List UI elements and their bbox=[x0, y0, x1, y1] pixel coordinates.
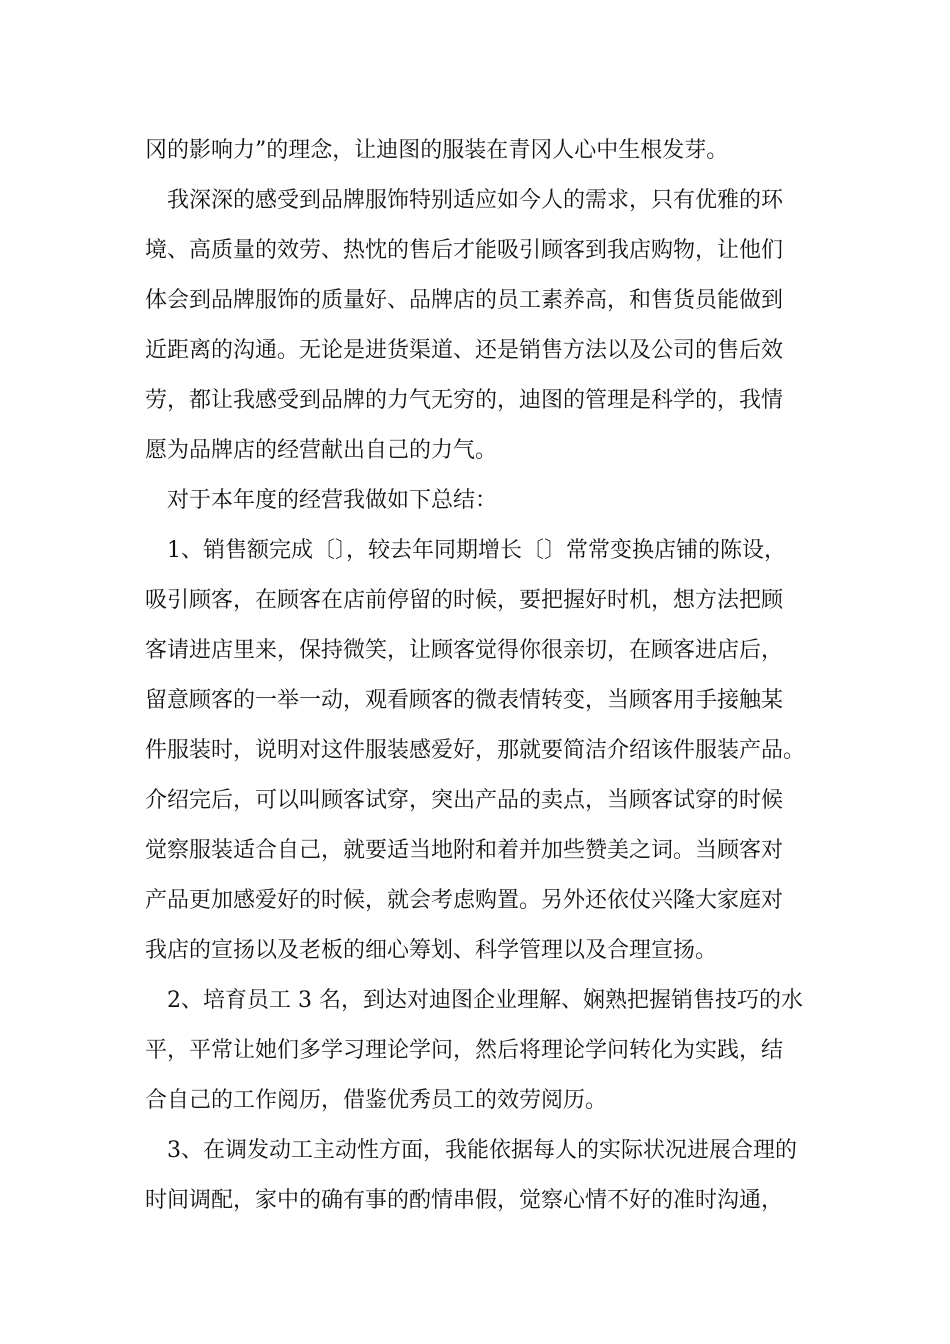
text-line: 我店的宣扬以及老板的细心筹划、科学管理以及合理宣扬。 bbox=[145, 938, 718, 963]
text-line: 2、培育员工 3 名，到达对迪图企业理解、娴熟把握销售技巧的水 bbox=[167, 988, 803, 1013]
text-line: 介绍完后，可以叫顾客试穿，突出产品的卖点，当顾客试穿的时候 bbox=[145, 788, 784, 813]
text-line: 平，平常让她们多学习理论学问，然后将理论学问转化为实践，结 bbox=[145, 1038, 784, 1063]
text-line: 觉察服装适合自己，就要适当地附和着并加些赞美之词。当顾客对 bbox=[145, 838, 784, 863]
text-line: 我深深的感受到品牌服饰特别适应如今人的需求，只有优雅的环 bbox=[167, 188, 784, 213]
text-line: 客请进店里来，保持微笑，让顾客觉得你很亲切，在顾客进店后， bbox=[145, 638, 784, 663]
text-line: 近距离的沟通。无论是进货渠道、还是销售方法以及公司的售后效 bbox=[145, 338, 784, 363]
text-line: 合自己的工作阅历，借鉴优秀员工的效劳阅历。 bbox=[145, 1088, 608, 1113]
text-line: 时间调配，家中的确有事的酌情串假，觉察心情不好的准时沟通， bbox=[145, 1188, 784, 1213]
text-line: 留意顾客的一举一动，观看顾客的微表情转变，当顾客用手接触某 bbox=[145, 688, 784, 713]
text-line: 件服装时，说明对这件服装感爱好，那就要简洁介绍该件服装产品。 bbox=[145, 738, 806, 763]
text-line: 1、销售额完成〔〕，较去年同期增长〔〕常常变换店铺的陈设， bbox=[167, 538, 786, 563]
text-line: 劳，都让我感受到品牌的力气无穷的，迪图的管理是科学的，我情 bbox=[145, 388, 784, 413]
text-line: 3、在调发动工主动性方面，我能依据每人的实际状况进展合理的 bbox=[167, 1138, 797, 1163]
text-line: 产品更加感爱好的时候，就会考虑购置。另外还依仗兴隆大家庭对 bbox=[145, 888, 784, 913]
text-line: 境、高质量的效劳、热忱的售后才能吸引顾客到我店购物，让他们 bbox=[145, 238, 784, 263]
text-line: 对于本年度的经营我做如下总结： bbox=[167, 488, 498, 513]
text-line: 冈的影响力”的理念，让迪图的服装在青冈人心中生根发芽。 bbox=[145, 138, 729, 163]
document-body bbox=[145, 126, 835, 1226]
text-line: 体会到品牌服饰的质量好、品牌店的员工素养高，和售货员能做到 bbox=[145, 288, 784, 313]
text-line: 愿为品牌店的经营献出自己的力气。 bbox=[145, 438, 498, 463]
text-line: 吸引顾客，在顾客在店前停留的时候，要把握好时机，想方法把顾 bbox=[145, 588, 784, 613]
